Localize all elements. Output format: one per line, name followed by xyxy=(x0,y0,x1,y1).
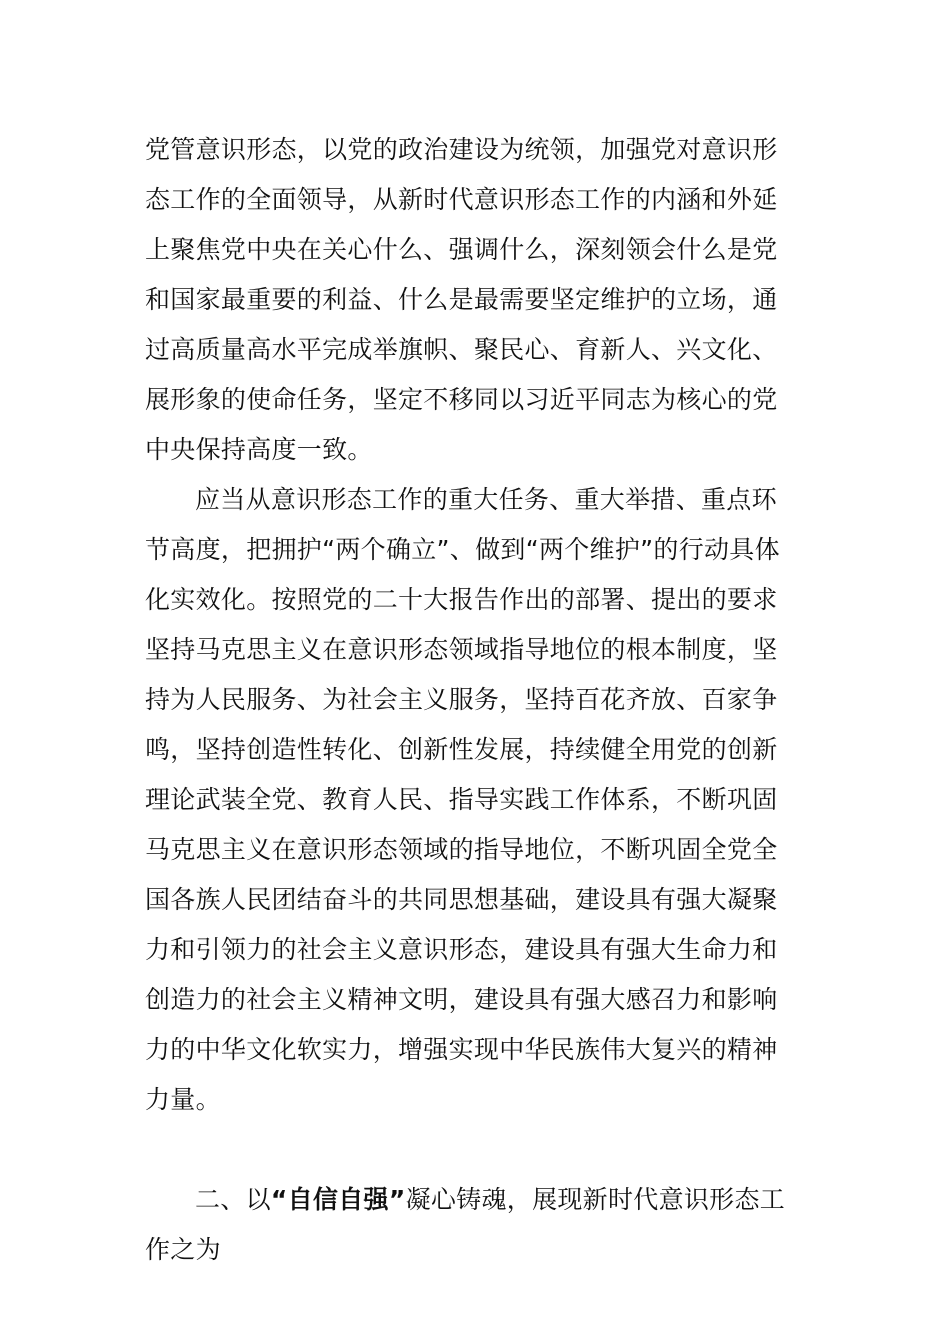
paragraph xyxy=(145,125,815,475)
text-line: 中央保持高度一致。 xyxy=(145,435,373,464)
paragraph xyxy=(145,475,815,1175)
text-line: 力的中华文化软实力，增强实现中华民族伟大复兴的精神 xyxy=(145,1035,778,1064)
text-line: 态工作的全面领导，从新时代意识形态工作的内涵和外延 xyxy=(145,185,778,214)
text-line: 应当从意识形态工作的重大任务、重大举措、重点环 xyxy=(195,485,777,514)
heading-rest: 凝心铸魂，展现新时代意识形态工 xyxy=(405,1185,786,1214)
text-line: 节高度，把拥护“两个确立”、做到“两个维护”的行动具体 xyxy=(145,535,780,564)
text-line: 展形象的使命任务，坚定不移同以习近平同志为核心的党 xyxy=(145,385,778,414)
text-line: 和国家最重要的利益、什么是最需要坚定维护的立场，通 xyxy=(145,285,778,314)
text-line: 马克思主义在意识形态领域的指导地位，不断巩固全党全 xyxy=(145,835,778,864)
text-line: 坚持马克思主义在意识形态领域指导地位的根本制度，坚 xyxy=(145,635,778,664)
text-line: 鸣，坚持创造性转化、创新性发展，持续健全用党的创新 xyxy=(145,735,778,764)
text-line: 力量。 xyxy=(145,1085,221,1114)
text-line: 过高质量高水平完成举旗帜、聚民心、育新人、兴文化、 xyxy=(145,335,778,364)
text-line: 上聚焦党中央在关心什么、强调什么，深刻领会什么是党 xyxy=(145,235,778,264)
heading-emphasis: “自信自强” xyxy=(270,1185,406,1214)
heading-prefix: 二、以 xyxy=(195,1185,271,1214)
text-line: 党管意识形态，以党的政治建设为统领，加强党对意识形 xyxy=(145,135,778,164)
text-line: 力和引领力的社会主义意识形态，建设具有强大生命力和 xyxy=(145,935,778,964)
text-line: 创造力的社会主义精神文明，建设具有强大感召力和影响 xyxy=(145,985,778,1014)
text-line: 化实效化。按照党的二十大报告作出的部署、提出的要求 xyxy=(145,585,778,614)
text-line: 作之为 xyxy=(145,1235,221,1264)
document-body xyxy=(145,125,815,1275)
heading-line xyxy=(145,1175,815,1225)
text-line: 持为人民服务、为社会主义服务，坚持百花齐放、百家争 xyxy=(145,685,778,714)
text-line: 国各族人民团结奋斗的共同思想基础，建设具有强大凝聚 xyxy=(145,885,778,914)
section-heading xyxy=(145,1175,815,1275)
text-line: 理论武装全党、教育人民、指导实践工作体系，不断巩固 xyxy=(145,785,778,814)
text-line xyxy=(145,1125,815,1175)
